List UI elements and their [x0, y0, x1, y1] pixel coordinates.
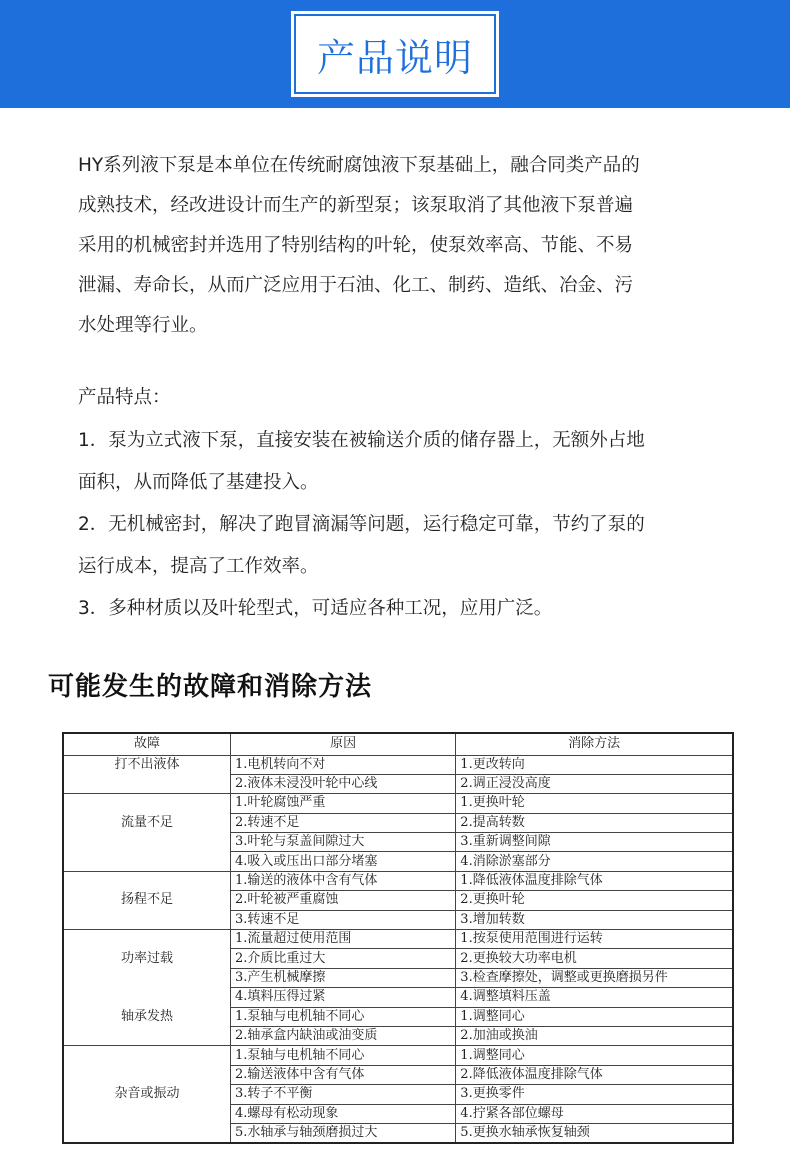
table-row	[63, 755, 733, 774]
fault-cell: 轴承发热	[63, 1007, 231, 1026]
fault-cell	[63, 833, 231, 852]
remedy-cell: 2.调正浸没高度	[456, 774, 733, 793]
cause-cell: 4.螺母有松动现象	[231, 1104, 456, 1123]
fault-cell	[63, 968, 231, 987]
fault-cell	[63, 930, 231, 949]
remedy-cell: 1.调整同心	[456, 1046, 733, 1065]
intro-paragraph: HY系列液下泵是本单位在传统耐腐蚀液下泵基础上，融合同类产品的 成熟技术，经改进设计而生产的新型泵；该泵取消了其他液下泵普遍 采用的机械密封并选用了特别结构的叶轮，使泵效率高、节能、不易 泄漏、寿命长，从而广泛应用于石油、化工、制药、造纸、冶金、污 水处理等行业。	[78, 155, 640, 336]
cause-cell: 3.转速不足	[231, 910, 456, 929]
remedy-cell: 1.调整同心	[456, 1007, 733, 1026]
cause-cell: 3.叶轮与泵盖间隙过大	[231, 833, 456, 852]
remedy-cell: 3.增加转数	[456, 910, 733, 929]
remedy-cell: 2.提高转数	[456, 813, 733, 832]
remedy-cell: 1.更换叶轮	[456, 794, 733, 813]
table-row	[63, 968, 733, 987]
remedy-cell: 3.检查摩擦处，调整或更换磨损另件	[456, 968, 733, 987]
fault-cell: 杂音或振动	[63, 1085, 231, 1104]
table-row	[63, 988, 733, 1007]
fault-cell: 功率过载	[63, 949, 231, 968]
cause-cell: 1.输送的液体中含有气体	[231, 871, 456, 890]
table-row	[63, 1065, 733, 1084]
fault-cell	[63, 988, 231, 1007]
cause-cell: 4.吸入或压出口部分堵塞	[231, 852, 456, 871]
fault-cell	[63, 1123, 231, 1143]
remedy-cell: 5.更换水轴承恢复轴颈	[456, 1123, 733, 1143]
table-row	[63, 774, 733, 793]
cause-cell: 1.叶轮腐蚀严重	[231, 794, 456, 813]
feature-item-3: 3．多种材质以及叶轮型式，可适应各种工况，应用广泛。	[78, 598, 553, 619]
table-header-row	[63, 733, 733, 755]
page-title-box	[294, 14, 496, 94]
remedy-cell: 3.更换零件	[456, 1085, 733, 1104]
table-row	[63, 833, 733, 852]
table-row	[63, 1046, 733, 1065]
cause-cell: 2.输送液体中含有气体	[231, 1065, 456, 1084]
cause-cell: 2.转速不足	[231, 813, 456, 832]
fault-cell	[63, 1104, 231, 1123]
feature-item-2: 2．无机械密封，解决了跑冒滴漏等问题，运行稳定可靠，节约了泵的 运行成本，提高了工作效率。	[78, 514, 645, 577]
table-row	[63, 910, 733, 929]
cause-cell: 2.液体未浸没叶轮中心线	[231, 774, 456, 793]
table-row	[63, 794, 733, 813]
section-title: 可能发生的故障和消除方法	[48, 672, 373, 702]
cause-cell: 3.转子不平衡	[231, 1085, 456, 1104]
cause-cell: 1.泵轴与电机轴不同心	[231, 1007, 456, 1026]
fault-cell	[63, 1065, 231, 1084]
fault-cell	[63, 852, 231, 871]
cause-cell: 1.电机转向不对	[231, 755, 456, 774]
remedy-cell: 1.更改转向	[456, 755, 733, 774]
cause-cell: 2.叶轮被严重腐蚀	[231, 891, 456, 910]
table-row	[63, 813, 733, 832]
header-cause: 原因	[231, 733, 456, 755]
table-row	[63, 949, 733, 968]
feature-item-1: 1．泵为立式液下泵，直接安装在被输送介质的储存器上，无额外占地 面积，从而降低了基建投入。	[78, 430, 645, 493]
remedy-cell: 1.按泵使用范围进行运转	[456, 930, 733, 949]
page-title: 产品说明	[316, 35, 473, 80]
remedy-cell: 2.更换较大功率电机	[456, 949, 733, 968]
fault-cell	[63, 871, 231, 890]
remedy-cell: 4.调整填料压盖	[456, 988, 733, 1007]
cause-cell: 2.轴承盒内缺油或油变质	[231, 1026, 456, 1045]
table-row	[63, 891, 733, 910]
fault-cell	[63, 1026, 231, 1045]
table-row	[63, 1104, 733, 1123]
cause-cell: 3.产生机械摩擦	[231, 968, 456, 987]
table-row	[63, 852, 733, 871]
table-row	[63, 930, 733, 949]
table-row	[63, 1026, 733, 1045]
remedy-cell: 3.重新调整间隙	[456, 833, 733, 852]
cause-cell: 2.介质比重过大	[231, 949, 456, 968]
header-remedy: 消除方法	[456, 733, 733, 755]
fault-cell	[63, 910, 231, 929]
table-row	[63, 1007, 733, 1026]
remedy-cell: 2.更换叶轮	[456, 891, 733, 910]
cause-cell: 4.填料压得过紧	[231, 988, 456, 1007]
fault-cell: 流量不足	[63, 813, 231, 832]
table-row	[63, 1123, 733, 1143]
cause-cell: 1.流量超过使用范围	[231, 930, 456, 949]
cause-cell: 1.泵轴与电机轴不同心	[231, 1046, 456, 1065]
header-fault: 故障	[63, 733, 231, 755]
remedy-cell: 4.拧紧各部位螺母	[456, 1104, 733, 1123]
fault-cell: 打不出液体	[63, 755, 231, 774]
remedy-cell: 1.降低液体温度排除气体	[456, 871, 733, 890]
fault-cell	[63, 1046, 231, 1065]
remedy-cell: 2.加油或换油	[456, 1026, 733, 1045]
fault-table	[62, 732, 734, 1144]
features-heading: 产品特点：	[78, 387, 171, 408]
fault-cell	[63, 774, 231, 793]
remedy-cell: 2.降低液体温度排除气体	[456, 1065, 733, 1084]
table-row	[63, 871, 733, 890]
table-row	[63, 1085, 733, 1104]
fault-cell	[63, 794, 231, 813]
fault-cell: 扬程不足	[63, 891, 231, 910]
remedy-cell: 4.消除淤塞部分	[456, 852, 733, 871]
cause-cell: 5.水轴承与轴颈磨损过大	[231, 1123, 456, 1143]
